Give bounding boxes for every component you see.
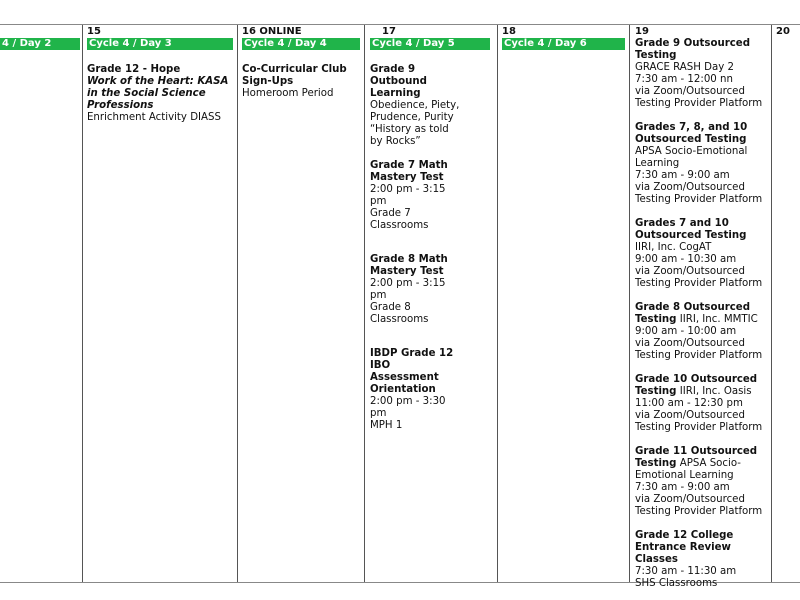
day-number: 19 xyxy=(635,26,649,37)
day-column-17 xyxy=(370,25,462,432)
event xyxy=(635,446,765,518)
day-number: 16 ONLINE xyxy=(242,26,302,37)
event-via: via Zoom/Outsourced Testing Provider Platform xyxy=(635,86,763,109)
event-detail: Enrichment Activity DIASS xyxy=(87,112,221,123)
day-column-20 xyxy=(776,25,800,38)
event-via: via Zoom/Outsourced Testing Provider Platform xyxy=(635,338,763,361)
day-column-18 xyxy=(502,25,625,50)
event-title: IBDP Grade 12 IBO Assessment Orientation xyxy=(370,348,454,395)
event-time: 2:00 pm - 3:30 pm xyxy=(370,396,446,419)
event-title: Grade 9 Outsourced Testing xyxy=(635,38,751,61)
event xyxy=(370,160,462,232)
event-time: 2:00 pm - 3:15 pm xyxy=(370,278,446,301)
event xyxy=(87,64,233,124)
day-column-19 xyxy=(635,25,765,590)
event-via: via Zoom/Outsourced Testing Provider Platform xyxy=(635,182,763,205)
event xyxy=(242,64,360,100)
event-title: Grade 7 Math Mastery Test xyxy=(370,160,448,183)
event-provider: APSA Socio-Emotional Learning xyxy=(635,146,748,169)
day-number: 18 xyxy=(502,26,516,37)
event-time: 11:00 am - 12:30 pm xyxy=(635,398,743,409)
event-title: Grade 12 - Hope xyxy=(87,64,181,75)
event-time: 7:30 am - 9:00 am xyxy=(635,170,730,181)
day-number: 15 xyxy=(87,26,101,37)
event-title: Grade 11 Outsourced Testing xyxy=(635,446,758,469)
event xyxy=(370,254,462,326)
event-title: Grade 8 Math Mastery Test xyxy=(370,254,448,277)
cycle-label: Cycle 4 / Day 4 xyxy=(242,38,360,50)
event-location: Grade 7 Classrooms xyxy=(370,208,429,231)
event-title: Grades 7 and 10 Outsourced Testing xyxy=(635,218,747,241)
event xyxy=(370,64,462,148)
event-time: 7:30 am - 11:30 am xyxy=(635,566,737,577)
event-via: via Zoom/Outsourced Testing Provider Platform xyxy=(635,410,763,433)
cycle-label: Cycle 4 / Day 5 xyxy=(370,38,490,50)
event-detail: Homeroom Period xyxy=(242,88,334,99)
day-column-16 xyxy=(242,25,360,100)
event-time: 9:00 am - 10:00 am xyxy=(635,326,737,337)
event-title: Grade 12 College Entrance Review Classes xyxy=(635,530,734,565)
event-via: via Zoom/Outsourced Testing Provider Platform xyxy=(635,266,763,289)
event xyxy=(370,348,462,432)
event xyxy=(635,38,765,110)
event-provider: IIRI, Inc. CogAT xyxy=(635,242,712,253)
event-provider: IIRI, Inc. Oasis xyxy=(679,386,752,397)
event-subtitle: Work of the Heart: KASA in the Social Science Professions xyxy=(87,76,229,111)
event-provider: APSA Socio-Emotional Learning xyxy=(635,458,741,481)
day-number: 20 xyxy=(776,26,790,37)
cycle-label: Cycle 4 / Day 6 xyxy=(502,38,625,50)
event-title: Co-Curricular Club Sign-Ups xyxy=(242,64,347,87)
event xyxy=(635,530,765,590)
event-time: 7:30 am - 9:00 am xyxy=(635,482,730,493)
event-time: 7:30 am - 12:00 nn xyxy=(635,74,733,85)
event-title: Grade 9 Outbound Learning xyxy=(370,64,427,99)
day-column-14 xyxy=(0,25,80,50)
event-via: via Zoom/Outsourced Testing Provider Platform xyxy=(635,494,763,517)
event-provider: GRACE RASH Day 2 xyxy=(635,62,734,73)
event-provider: IIRI, Inc. MMTIC xyxy=(679,314,758,325)
event-location: SHS Classrooms xyxy=(635,578,718,589)
event xyxy=(635,218,765,290)
event-title: Grades 7, 8, and 10 Outsourced Testing xyxy=(635,122,748,145)
event-location: Grade 8 Classrooms xyxy=(370,302,429,325)
event-time: 2:00 pm - 3:15 pm xyxy=(370,184,446,207)
event-title: Grade 10 Outsourced Testing xyxy=(635,374,758,397)
event xyxy=(635,122,765,206)
day-column-15 xyxy=(87,25,233,124)
cycle-label: Cycle 4 / Day 3 xyxy=(87,38,233,50)
cycle-label: 4 / Day 2 xyxy=(0,38,80,50)
event-title: Grade 8 Outsourced Testing xyxy=(635,302,751,325)
event-detail: Obedience, Piety, Prudence, Purity “History as told by Rocks” xyxy=(370,100,460,147)
event xyxy=(635,374,765,434)
event xyxy=(635,302,765,362)
day-number: 17 xyxy=(382,26,396,37)
event-time: 9:00 am - 10:30 am xyxy=(635,254,737,265)
event-location: MPH 1 xyxy=(370,420,403,431)
